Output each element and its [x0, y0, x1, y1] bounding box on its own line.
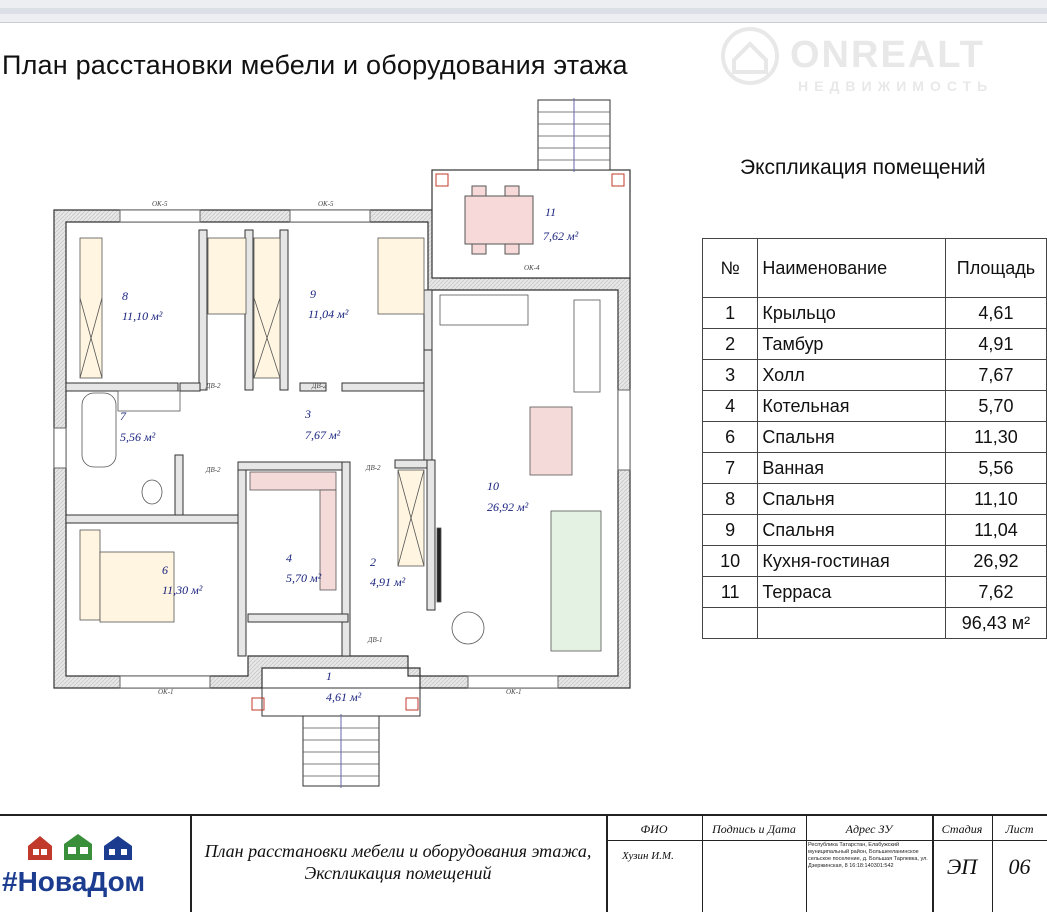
cell-number: 3 [703, 360, 758, 391]
table-row [703, 329, 1047, 360]
total-area: 96,43 м² [945, 608, 1046, 639]
room-3-number: 3 [305, 407, 311, 421]
room-8-number: 8 [122, 289, 128, 303]
header-fio: ФИО [640, 822, 668, 836]
cell-number: 1 [703, 298, 758, 329]
house-icons [26, 832, 136, 860]
cell-name: Крыльцо [758, 298, 946, 329]
cell-name: Холл [758, 360, 946, 391]
room-9-area: 11,04 м² [308, 307, 349, 321]
header-number: № [703, 239, 758, 298]
explication-table [702, 238, 1047, 639]
header-area: Площадь [945, 239, 1046, 298]
door-mark-dv2-a: ДВ-2 [206, 382, 221, 390]
cell-number: 7 [703, 453, 758, 484]
watermark-subtext: НЕДВИЖИМОСТЬ [798, 78, 994, 94]
room-7-number: 7 [120, 409, 126, 423]
cell-area: 4,61 [945, 298, 1046, 329]
brand-logo: #НоваДом [2, 866, 146, 897]
door-mark-dv1: ДВ-1 [368, 636, 383, 644]
door-mark-dv2-b: ДВ-2 [312, 382, 327, 390]
room-7-area: 5,56 м² [120, 430, 156, 444]
cell-number: 9 [703, 515, 758, 546]
table-row [703, 298, 1047, 329]
cell-area: 11,30 [945, 422, 1046, 453]
terrace [432, 98, 630, 278]
table-row [703, 577, 1047, 608]
door-mark-ok4: ОК-4 [524, 264, 540, 272]
cell-name: Спальня [758, 422, 946, 453]
header-sign: Подпись и Дата [712, 822, 796, 836]
cell-number: 6 [703, 422, 758, 453]
cell-area: 5,70 [945, 391, 1046, 422]
cell-number: 11 [703, 577, 758, 608]
house-icon [104, 836, 132, 860]
cell-name: Терраса [758, 577, 946, 608]
table-row [703, 484, 1047, 515]
door-mark-dv2-d: ДВ-2 [366, 464, 381, 472]
room-6-area: 11,30 м² [162, 583, 203, 597]
header-stage: Стадия [941, 822, 983, 836]
window-mark-ok1-right: ОК-1 [506, 688, 522, 696]
room-4-number: 4 [286, 551, 292, 565]
page-title: План расстановки мебели и оборудования этажа [2, 50, 628, 80]
room-2-number: 2 [370, 555, 376, 569]
room-11-area: 7,62 м² [543, 229, 579, 243]
total-empty-cell [758, 608, 946, 639]
cell-name: Кухня-гостиная [758, 546, 946, 577]
cell-name: Спальня [758, 515, 946, 546]
cell-area: 7,67 [945, 360, 1046, 391]
cell-area: 11,04 [945, 515, 1046, 546]
cell-name: Котельная [758, 391, 946, 422]
house-icon [28, 836, 52, 860]
cell-name: Тамбур [758, 329, 946, 360]
author-name: Хузин И.М. [622, 850, 674, 862]
cell-area: 5,56 [945, 453, 1046, 484]
stage-value: ЭП [946, 854, 978, 879]
total-empty-cell [703, 608, 758, 639]
title-block [0, 814, 1047, 912]
header-name: Наименование [758, 239, 946, 298]
cell-name: Ванная [758, 453, 946, 484]
cell-number: 10 [703, 546, 758, 577]
table-row [703, 546, 1047, 577]
cell-number: 2 [703, 329, 758, 360]
table-total-row [703, 608, 1047, 639]
room-3-area: 7,67 м² [305, 428, 341, 442]
table-row [703, 422, 1047, 453]
table-row [703, 515, 1047, 546]
cell-area: 7,62 [945, 577, 1046, 608]
room-9-number: 9 [310, 287, 316, 301]
room-4-area: 5,70 м² [286, 571, 322, 585]
table-row [703, 391, 1047, 422]
room-8-area: 11,10 м² [122, 309, 163, 323]
stamp-description: План расстановки мебели и оборудования этажа, Экспликация помещений [204, 841, 592, 883]
furniture [80, 238, 601, 651]
watermark-logo-icon [720, 26, 780, 86]
room-1-number: 1 [326, 669, 332, 683]
header-address: Адрес ЗУ [845, 822, 893, 836]
header-sheet: Лист [1005, 822, 1034, 836]
room-1-area: 4,61 м² [326, 690, 362, 704]
cell-area: 11,10 [945, 484, 1046, 515]
room-11-number: 11 [545, 205, 557, 219]
room-10-area: 26,92 м² [487, 500, 529, 514]
window-mark-ok1-left: ОК-1 [158, 688, 174, 696]
table-header-row [703, 239, 1047, 298]
cell-area: 26,92 [945, 546, 1046, 577]
explication-title: Экспликация помещений [740, 156, 986, 179]
house-icon [64, 834, 92, 860]
stamp-header-line [606, 840, 1047, 841]
cell-number: 4 [703, 391, 758, 422]
window-mark-ok5-left: ОК-5 [152, 200, 168, 208]
table-row [703, 360, 1047, 391]
door-mark-dv2-c: ДВ-2 [206, 466, 221, 474]
cell-area: 4,91 [945, 329, 1046, 360]
sheet-value: 06 [1008, 854, 1031, 879]
room-10-number: 10 [487, 479, 499, 493]
cell-number: 8 [703, 484, 758, 515]
watermark-text: ONREALT [790, 34, 985, 76]
room-2-area: 4,91 м² [370, 575, 406, 589]
room-6-number: 6 [162, 563, 168, 577]
watermark [720, 22, 1040, 102]
window-mark-ok5-right: ОК-5 [318, 200, 334, 208]
address-text: Республика Татарстан, Елабужский муниципальный район, Большееланинское сельское поселение, д. Большая Тарлевка, ул. Дзержинская, 8 16:18:140301:542 [808, 842, 928, 869]
table-row [703, 453, 1047, 484]
cell-name: Спальня [758, 484, 946, 515]
